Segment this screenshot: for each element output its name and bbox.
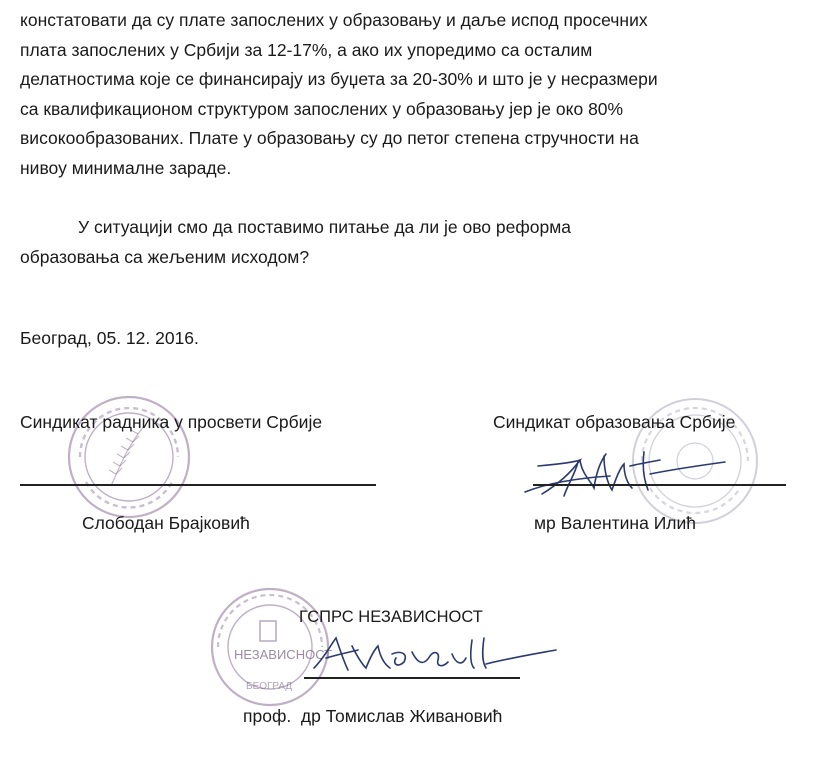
signatory-name-1: Слободан Брајковић — [82, 513, 250, 533]
signatory-organization-1: Синдикат радника у просвети Србије — [20, 412, 323, 432]
signatory-name-2: мр Валентина Илић — [534, 513, 696, 533]
document-date: Београд, 05. 12. 2016. — [20, 328, 199, 348]
text-line: У ситуацији смо да поставимо питање да ли је ово реформа — [78, 217, 571, 237]
signatory-organization-3: ГСПРС НЕЗАВИСНОСТ — [299, 608, 483, 626]
text-line: образовања са жељеним исходом? — [20, 246, 310, 267]
signature-line-2 — [533, 484, 786, 486]
text-line: високообразованих. Плате у образовању су до петог степена стручности на — [20, 128, 639, 148]
text-line: са квалификационом структуром запослених у образовању јер је око 80% — [20, 98, 624, 119]
text-line: констатовати да су плате запослених у образовању и даље испод просечних — [20, 10, 648, 30]
text-line: нивоу минималне зараде. — [20, 157, 232, 178]
handwritten-signature-2 — [520, 444, 730, 504]
signature-line-3 — [304, 677, 520, 679]
stamp-text-1: НЕЗАВИСНОСТ — [234, 647, 332, 662]
handwritten-signature-3 — [310, 628, 560, 680]
text-line: делатностима које се финансирају из буџета за 20-30% и што је у несразмери — [20, 69, 658, 89]
stamp-text-2: БЕОГРАД — [246, 681, 293, 692]
paragraph-salaries — [20, 6, 810, 183]
paragraph-question — [20, 213, 810, 272]
signatory-organization-2: Синдикат образовања Србије — [493, 412, 736, 432]
text-line: плата запослених у Србији за 12-17%, а ако их упоредимо са осталим — [20, 39, 593, 60]
signature-line-1 — [20, 484, 376, 486]
signatory-name-3: проф. др Томислав Живановић — [243, 706, 503, 726]
